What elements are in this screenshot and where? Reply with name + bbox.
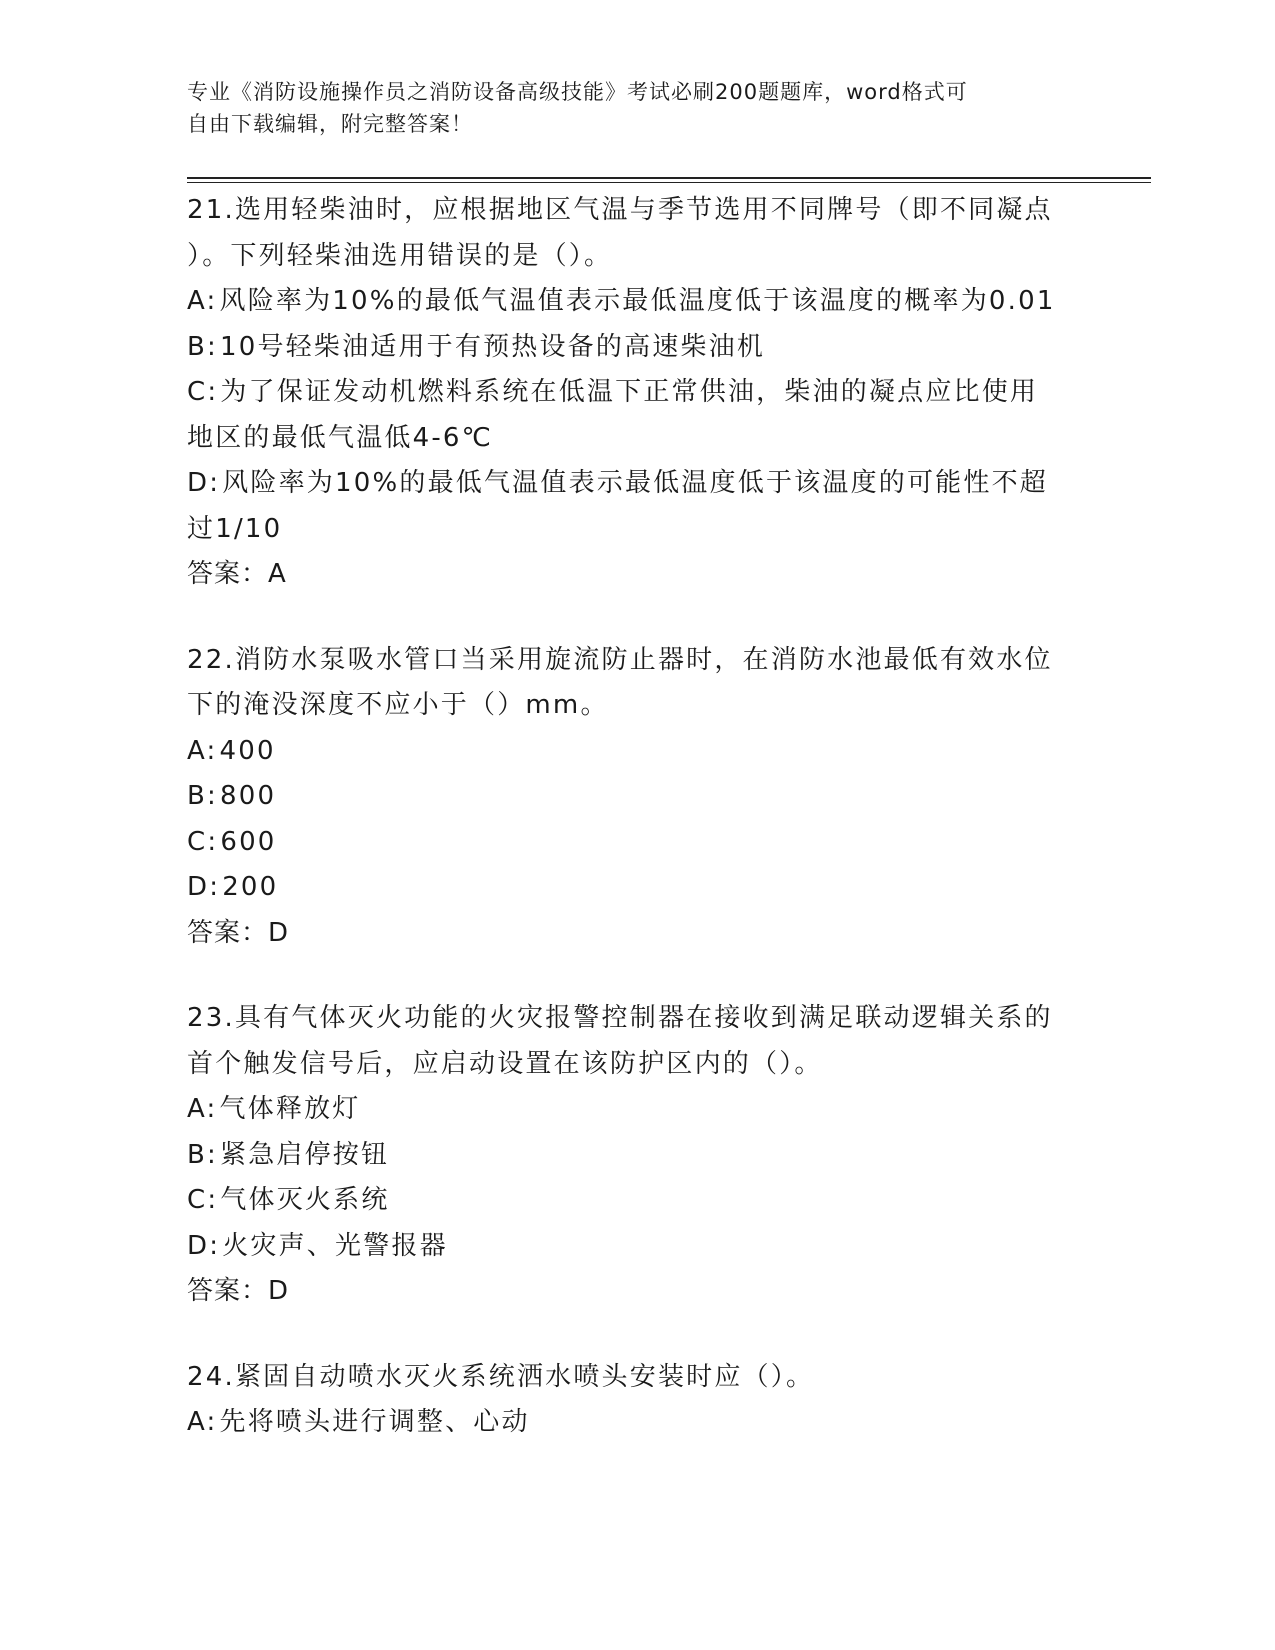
document-header [187,76,1067,140]
header-line-1: 专业《消防设施操作员之消防设备高级技能》考试必刷200题题库，word格式可 [187,80,968,104]
option-d: D:火灾声、光警报器 [187,1230,448,1261]
option-d: D:风险率为10%的最低气温值表示最低温度低于该温度的可能性不超 过1/10 [187,468,1048,544]
answer-line: 答案：A [187,559,287,589]
header-divider-thin [187,182,1151,183]
option-b: B:10号轻柴油适用于有预热设备的高速柴油机 [187,331,766,362]
header-line-2: 自由下载编辑，附完整答案！ [187,112,473,136]
answer-line: 答案：D [187,1276,290,1306]
question-22 [187,638,1087,957]
option-c: C:600 [187,826,277,857]
option-b: B:紧急启停按钮 [187,1139,390,1170]
answer-line: 答案：D [187,917,290,948]
question-text: 22.消防水泵吸水管口当采用旋流防止器时，在消防水池最低有效水位 下的淹没深度不应小于（）mm。 [187,644,1053,720]
option-d: D:200 [187,872,279,902]
question-23 [187,996,1087,1315]
option-c: C:为了保证发动机燃料系统在低温下正常供油，柴油的凝点应比使用 地区的最低气温低4-6℃ [187,377,1039,453]
option-a: A:先将喷头进行调整、心动 [187,1407,530,1437]
option-a: A:400 [187,735,276,766]
question-text: 24.紧固自动喷水灭火系统洒水喷头安装时应（）。 [187,1361,815,1392]
question-list [187,188,1087,1486]
question-text: 21.选用轻柴油时，应根据地区气温与季节选用不同牌号（即不同凝点 ）。下列轻柴油选用错误的是（）。 [187,195,1053,271]
option-b: B:800 [187,781,277,811]
question-21 [187,188,1087,598]
question-text: 23.具有气体灭火功能的火灾报警控制器在接收到满足联动逻辑关系的 首个触发信号后，应启动设置在该防护区内的（）。 [187,1003,1053,1079]
header-divider-thick [187,177,1151,179]
option-a: A:风险率为10%的最低气温值表示最低温度低于该温度的概率为0.01 [187,286,1056,316]
question-24 [187,1355,1087,1446]
option-a: A:气体释放灯 [187,1094,361,1124]
option-c: C:气体灭火系统 [187,1185,390,1215]
